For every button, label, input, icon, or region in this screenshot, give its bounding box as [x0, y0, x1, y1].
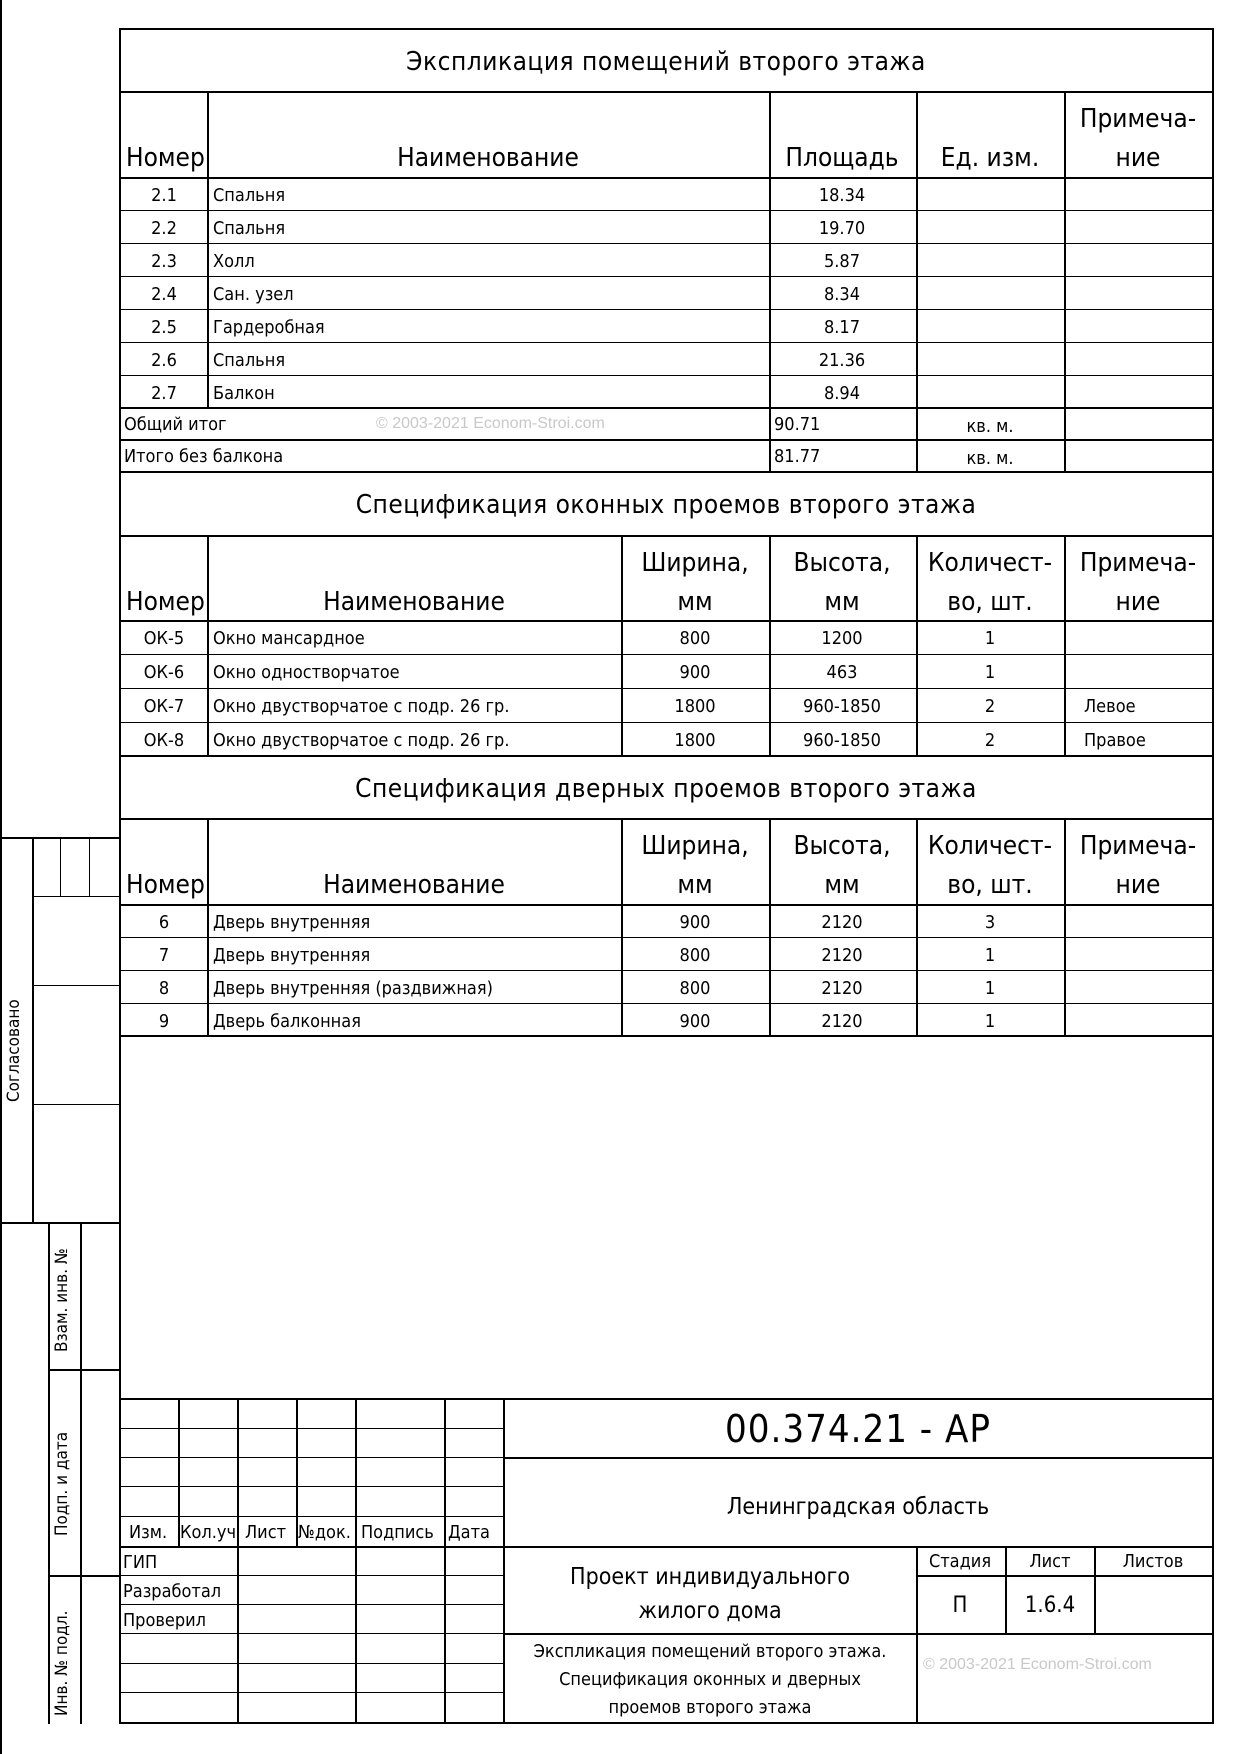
rule — [48, 1222, 50, 1724]
project-name-line1: Проект индивидуального — [570, 1564, 850, 1590]
win-header-width-1: Ширина, — [641, 548, 749, 578]
rule — [89, 838, 90, 896]
room-name: Спальня — [213, 350, 286, 371]
total-unit: кв. м. — [966, 416, 1014, 437]
rooms-title: Экспликация помещений второго этажа — [406, 47, 926, 77]
room-name: Холл — [213, 251, 255, 272]
rule — [1064, 92, 1066, 472]
sheets-label: Листов — [1122, 1551, 1184, 1572]
rule — [120, 1575, 504, 1576]
col-sign: Подпись — [361, 1522, 434, 1543]
door-header-height-1: Высота, — [793, 831, 891, 861]
window-width: 1800 — [674, 696, 716, 717]
rule — [120, 755, 1214, 757]
room-area: 8.94 — [823, 383, 861, 404]
sheet-title-line3: проемов второго этажа — [608, 1697, 812, 1718]
door-height: 2120 — [821, 912, 863, 933]
window-name: Окно мансардное — [213, 628, 365, 649]
rule — [120, 276, 1214, 277]
room-name: Спальня — [213, 218, 286, 239]
col-header-area: Площадь — [785, 143, 899, 173]
rule — [120, 1398, 1214, 1400]
door-name: Дверь балконная — [213, 1011, 361, 1032]
rule — [48, 1575, 120, 1577]
role-checker: Проверил — [123, 1610, 207, 1631]
room-number: 2.7 — [151, 383, 177, 404]
rule — [207, 819, 209, 1036]
door-number: 7 — [158, 945, 170, 966]
rule — [120, 375, 1214, 376]
window-name: Окно двустворчатое с подр. 26 гр. — [213, 730, 510, 751]
rule — [120, 1604, 504, 1605]
window-number: ОК-8 — [143, 730, 185, 751]
sheet-title-line1: Экспликация помещений второго этажа. — [533, 1641, 887, 1662]
rule — [120, 1692, 504, 1693]
col-kol: Кол.уч — [180, 1522, 237, 1543]
col-header-note-line1: Примеча- — [1079, 104, 1197, 134]
sheet-label: Лист — [1029, 1551, 1071, 1572]
room-area: 18.34 — [818, 185, 866, 206]
rule — [120, 177, 1214, 179]
window-name: Окно двустворчатое с подр. 26 гр. — [213, 696, 510, 717]
door-qty: 3 — [984, 912, 996, 933]
door-height: 2120 — [821, 1011, 863, 1032]
sheet-title-line2: Спецификация оконных и дверных — [559, 1669, 861, 1690]
window-height: 960-1850 — [803, 696, 881, 717]
region-label: Ленинградская область — [726, 1494, 990, 1520]
rule — [1005, 1547, 1007, 1634]
rule — [120, 1003, 1214, 1004]
rule — [120, 309, 1214, 310]
rule — [1064, 536, 1066, 756]
door-header-width-2: мм — [677, 870, 713, 900]
rule — [503, 1399, 505, 1724]
rule — [916, 536, 918, 756]
windows-title: Спецификация оконных проемов второго этажа — [355, 490, 977, 520]
window-height: 960-1850 — [803, 730, 881, 751]
rule — [120, 818, 1214, 820]
window-height: 1200 — [821, 628, 863, 649]
sheet-left-border — [0, 0, 2, 1754]
doors-title: Спецификация дверных проемов второго этажа — [355, 774, 977, 804]
stage-label: Стадия — [928, 1551, 992, 1572]
win-header-width-2: мм — [677, 587, 713, 617]
document-code: 00.374.21 - АР — [725, 1407, 991, 1451]
stage-value: П — [952, 1593, 968, 1618]
room-number: 2.1 — [151, 185, 177, 206]
total-label: Общий итог — [124, 414, 227, 435]
window-note: Правое — [1084, 730, 1146, 751]
door-width: 800 — [679, 978, 711, 999]
rule — [120, 1633, 504, 1634]
rule — [237, 1399, 239, 1724]
room-area: 8.34 — [823, 284, 861, 305]
door-name: Дверь внутренняя — [213, 945, 371, 966]
rule — [120, 620, 1214, 622]
rule — [916, 1575, 1214, 1577]
rule — [120, 439, 1214, 441]
rule — [120, 407, 1214, 409]
win-header-qty-2: во, шт. — [947, 587, 1033, 617]
rule — [120, 970, 1214, 971]
door-width: 900 — [679, 1011, 711, 1032]
rule — [504, 1457, 1214, 1459]
door-header-name: Наименование — [323, 870, 505, 900]
window-qty: 1 — [984, 628, 996, 649]
rule — [916, 819, 918, 1036]
col-header-unit: Ед. изм. — [940, 143, 1040, 173]
rule — [916, 92, 918, 472]
rule — [32, 896, 120, 897]
project-name-line2: жилого дома — [638, 1598, 782, 1624]
window-width: 1800 — [674, 730, 716, 751]
sign-date-label: Подп. и дата — [52, 1431, 72, 1536]
sheet-value: 1.6.4 — [1024, 1593, 1076, 1618]
rule — [504, 1546, 1214, 1548]
room-name: Спальня — [213, 185, 286, 206]
agreed-label: Согласовано — [4, 999, 24, 1102]
col-date: Дата — [448, 1522, 490, 1543]
rule — [769, 92, 771, 472]
win-header-name: Наименование — [323, 587, 505, 617]
rule — [621, 536, 623, 756]
door-qty: 1 — [984, 978, 996, 999]
rule — [207, 92, 209, 408]
rule — [80, 1222, 82, 1724]
window-qty: 1 — [984, 662, 996, 683]
rule — [120, 1663, 504, 1664]
rule — [120, 342, 1214, 343]
col-header-note-line2: ние — [1115, 143, 1161, 173]
col-doc: №док. — [298, 1522, 351, 1543]
room-area: 5.87 — [823, 251, 861, 272]
window-name: Окно одностворчатое — [213, 662, 400, 683]
door-width: 800 — [679, 945, 711, 966]
door-height: 2120 — [821, 978, 863, 999]
rule — [504, 1633, 1214, 1635]
door-qty: 1 — [984, 1011, 996, 1032]
room-number: 2.6 — [151, 350, 177, 371]
rule — [621, 819, 623, 1036]
win-header-height-1: Высота, — [793, 548, 891, 578]
rule — [120, 722, 1214, 723]
win-header-height-2: мм — [824, 587, 860, 617]
frame-bottom-border — [120, 1722, 1214, 1724]
total-no-balcony-label: Итого без балкона — [124, 446, 284, 467]
inv-orig-label: Инв. № подл. — [52, 1610, 72, 1716]
watermark-1: © 2003-2021 Econom-Stroi.com — [376, 415, 605, 432]
rule — [120, 937, 1214, 938]
rule — [60, 838, 61, 896]
rule — [48, 1369, 120, 1371]
door-number: 8 — [158, 978, 170, 999]
door-header-qty-2: во, шт. — [947, 870, 1033, 900]
col-header-name: Наименование — [397, 143, 579, 173]
rule — [32, 838, 34, 1223]
rule — [769, 536, 771, 756]
window-width: 900 — [679, 662, 711, 683]
door-number: 9 — [158, 1011, 170, 1032]
rule — [1094, 1547, 1096, 1634]
room-name: Сан. узел — [213, 284, 294, 305]
door-name: Дверь внутренняя — [213, 912, 371, 933]
window-number: ОК-6 — [143, 662, 185, 683]
door-header-note-1: Примеча- — [1079, 831, 1197, 861]
frame-right-border — [1212, 28, 1214, 1724]
rule — [120, 1035, 1214, 1037]
rule — [355, 1399, 357, 1724]
room-number: 2.4 — [151, 284, 177, 305]
door-header-height-2: мм — [824, 870, 860, 900]
room-number: 2.3 — [151, 251, 177, 272]
win-header-note-2: ние — [1115, 587, 1161, 617]
room-name: Балкон — [213, 383, 275, 404]
rule — [32, 1104, 120, 1105]
role-gip: ГИП — [123, 1552, 158, 1573]
win-header-qty-1: Количест- — [927, 548, 1053, 578]
rule — [120, 471, 1214, 473]
rule — [120, 904, 1214, 906]
door-height: 2120 — [821, 945, 863, 966]
total-no-balcony-value: 81.77 — [774, 446, 821, 467]
rule — [444, 1399, 446, 1724]
rule — [120, 688, 1214, 689]
col-izm: Изм. — [129, 1522, 168, 1543]
door-name: Дверь внутренняя (раздвижная) — [213, 978, 493, 999]
col-header-number: Номер — [126, 143, 205, 173]
watermark-2: © 2003-2021 Econom-Stroi.com — [923, 1656, 1152, 1673]
room-area: 19.70 — [818, 218, 866, 239]
door-header-width-1: Ширина, — [641, 831, 749, 861]
window-note: Левое — [1084, 696, 1136, 717]
window-height: 463 — [826, 662, 858, 683]
room-name: Гардеробная — [213, 317, 325, 338]
replace-inv-label: Взам. инв. № — [52, 1248, 72, 1352]
window-qty: 2 — [984, 696, 996, 717]
window-width: 800 — [679, 628, 711, 649]
door-width: 900 — [679, 912, 711, 933]
rule — [916, 1547, 918, 1724]
room-area: 21.36 — [818, 350, 866, 371]
door-qty: 1 — [984, 945, 996, 966]
room-number: 2.5 — [151, 317, 177, 338]
window-number: ОК-7 — [143, 696, 185, 717]
rule — [120, 243, 1214, 244]
total-no-balcony-unit: кв. м. — [966, 448, 1014, 469]
window-number: ОК-5 — [143, 628, 185, 649]
win-header-number: Номер — [126, 587, 205, 617]
rule — [120, 535, 1214, 537]
rule — [120, 654, 1214, 655]
frame-left-border — [119, 28, 121, 1724]
window-qty: 2 — [984, 730, 996, 751]
role-developer: Разработал — [123, 1581, 222, 1602]
door-number: 6 — [158, 912, 170, 933]
rule — [0, 1222, 120, 1224]
rule — [32, 985, 120, 986]
total-value: 90.71 — [774, 414, 821, 435]
rule — [120, 210, 1214, 211]
door-header-note-2: ние — [1115, 870, 1161, 900]
door-header-number: Номер — [126, 870, 205, 900]
door-header-qty-1: Количест- — [927, 831, 1053, 861]
rule — [207, 536, 209, 756]
rule — [120, 91, 1214, 93]
room-area: 8.17 — [823, 317, 861, 338]
frame-top-border — [120, 28, 1214, 30]
win-header-note-1: Примеча- — [1079, 548, 1197, 578]
rule — [1064, 819, 1066, 1036]
col-list: Лист — [245, 1522, 287, 1543]
rule — [769, 819, 771, 1036]
room-number: 2.2 — [151, 218, 177, 239]
